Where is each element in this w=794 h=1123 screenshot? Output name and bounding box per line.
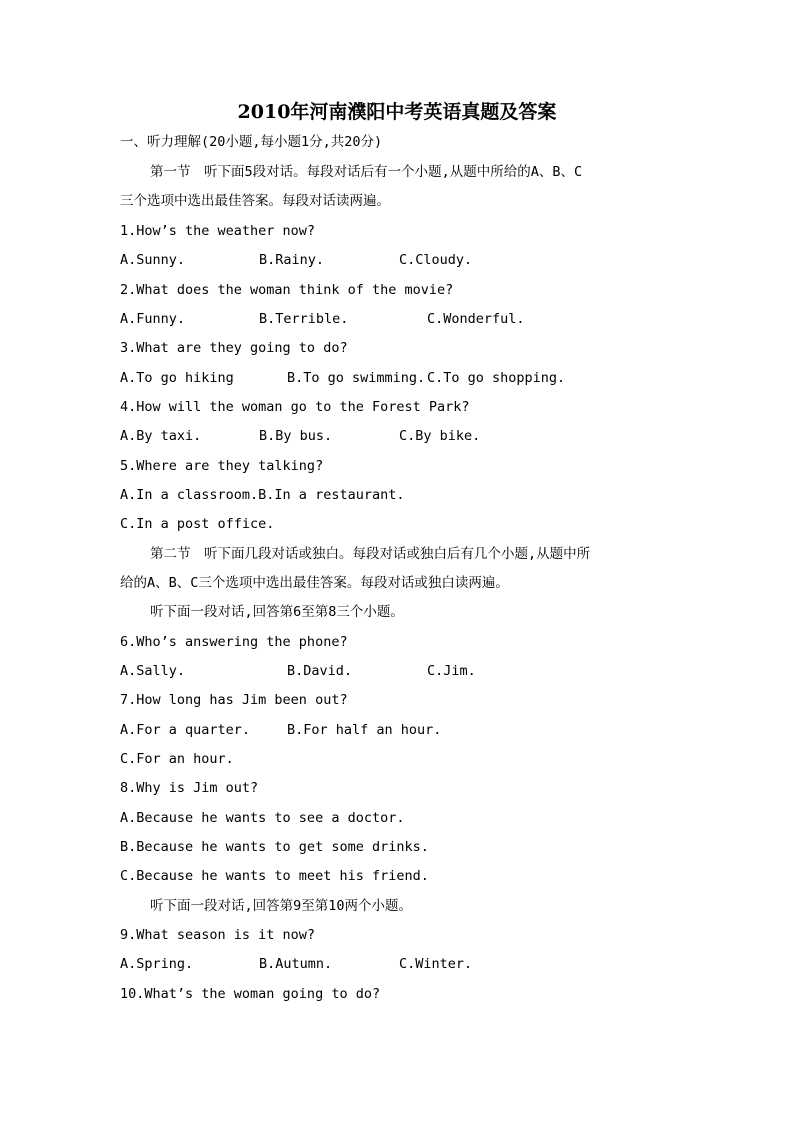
option-b: B.For half an hour. xyxy=(287,722,442,738)
option-a: A.For a quarter. xyxy=(120,722,251,738)
question-8-option-b: B.Because he wants to get some drinks. xyxy=(120,839,429,855)
option-a: A.Sally. xyxy=(120,663,186,679)
question-8-option-a: A.Because he wants to see a doctor. xyxy=(120,810,405,826)
instruction-q6-q8: 听下面一段对话,回答第6至第8三个小题。 xyxy=(150,604,404,620)
option-a: A.Sunny. xyxy=(120,252,186,268)
part1-intro-line2: 三个选项中选出最佳答案。每段对话读两遍。 xyxy=(120,193,390,209)
question-10-stem: 10.What’s the woman going to do? xyxy=(120,986,381,1002)
part2-intro-line2: 给的A、B、C三个选项中选出最佳答案。每段对话或独白读两遍。 xyxy=(120,575,509,591)
question-2-options xyxy=(120,305,680,334)
question-3-stem: 3.What are they going to do? xyxy=(120,340,348,356)
question-7-option-c: C.For an hour. xyxy=(120,751,234,767)
option-c: C.Jim. xyxy=(427,663,476,679)
instruction-q9-q10: 听下面一段对话,回答第9至第10两个小题。 xyxy=(150,898,413,914)
option-c: C.To go shopping. xyxy=(427,370,566,386)
question-5-options-ab: A.In a classroom.B.In a restaurant. xyxy=(120,487,405,503)
question-9-options xyxy=(120,950,680,979)
option-b: B.Autumn. xyxy=(259,956,333,972)
option-a: A.By taxi. xyxy=(120,428,202,444)
part2-intro-line1: 第二节 听下面几段对话或独白。每段对话或独白后有几个小题,从题中所 xyxy=(150,546,591,562)
question-8-option-c: C.Because he wants to meet his friend. xyxy=(120,868,429,884)
option-b: B.David. xyxy=(287,663,353,679)
option-b: B.To go swimming. xyxy=(287,370,426,386)
question-6-options xyxy=(120,657,680,686)
question-6-stem: 6.Who’s answering the phone? xyxy=(120,634,348,650)
question-4-options xyxy=(120,422,680,451)
option-c: C.By bike. xyxy=(399,428,481,444)
question-5-option-c: C.In a post office. xyxy=(120,516,275,532)
option-b: B.Terrible. xyxy=(259,311,349,327)
part1-intro-line1: 第一节 听下面5段对话。每段对话后有一个小题,从题中所给的A、B、C xyxy=(150,164,583,180)
option-a: A.Spring. xyxy=(120,956,194,972)
question-9-stem: 9.What season is it now? xyxy=(120,927,316,943)
option-a: A.Funny. xyxy=(120,311,186,327)
question-7-options-ab xyxy=(120,716,680,745)
question-4-stem: 4.How will the woman go to the Forest Park? xyxy=(120,399,470,415)
option-b: B.Rainy. xyxy=(259,252,325,268)
question-5-stem: 5.Where are they talking? xyxy=(120,458,324,474)
question-3-options xyxy=(120,364,680,393)
question-2-stem: 2.What does the woman think of the movie? xyxy=(120,282,454,298)
question-1-options xyxy=(120,246,680,275)
question-7-stem: 7.How long has Jim been out? xyxy=(120,692,348,708)
question-1-stem: 1.How’s the weather now? xyxy=(120,223,316,239)
option-c: C.Winter. xyxy=(399,956,473,972)
option-b: B.By bus. xyxy=(259,428,333,444)
option-c: C.Wonderful. xyxy=(427,311,525,327)
option-c: C.Cloudy. xyxy=(399,252,473,268)
question-8-stem: 8.Why is Jim out? xyxy=(120,780,259,796)
option-a: A.To go hiking xyxy=(120,370,234,386)
document-title: 2010年河南濮阳中考英语真题及答案 xyxy=(237,101,557,123)
section-heading: 一、听力理解(20小题,每小题1分,共20分) xyxy=(120,134,383,150)
